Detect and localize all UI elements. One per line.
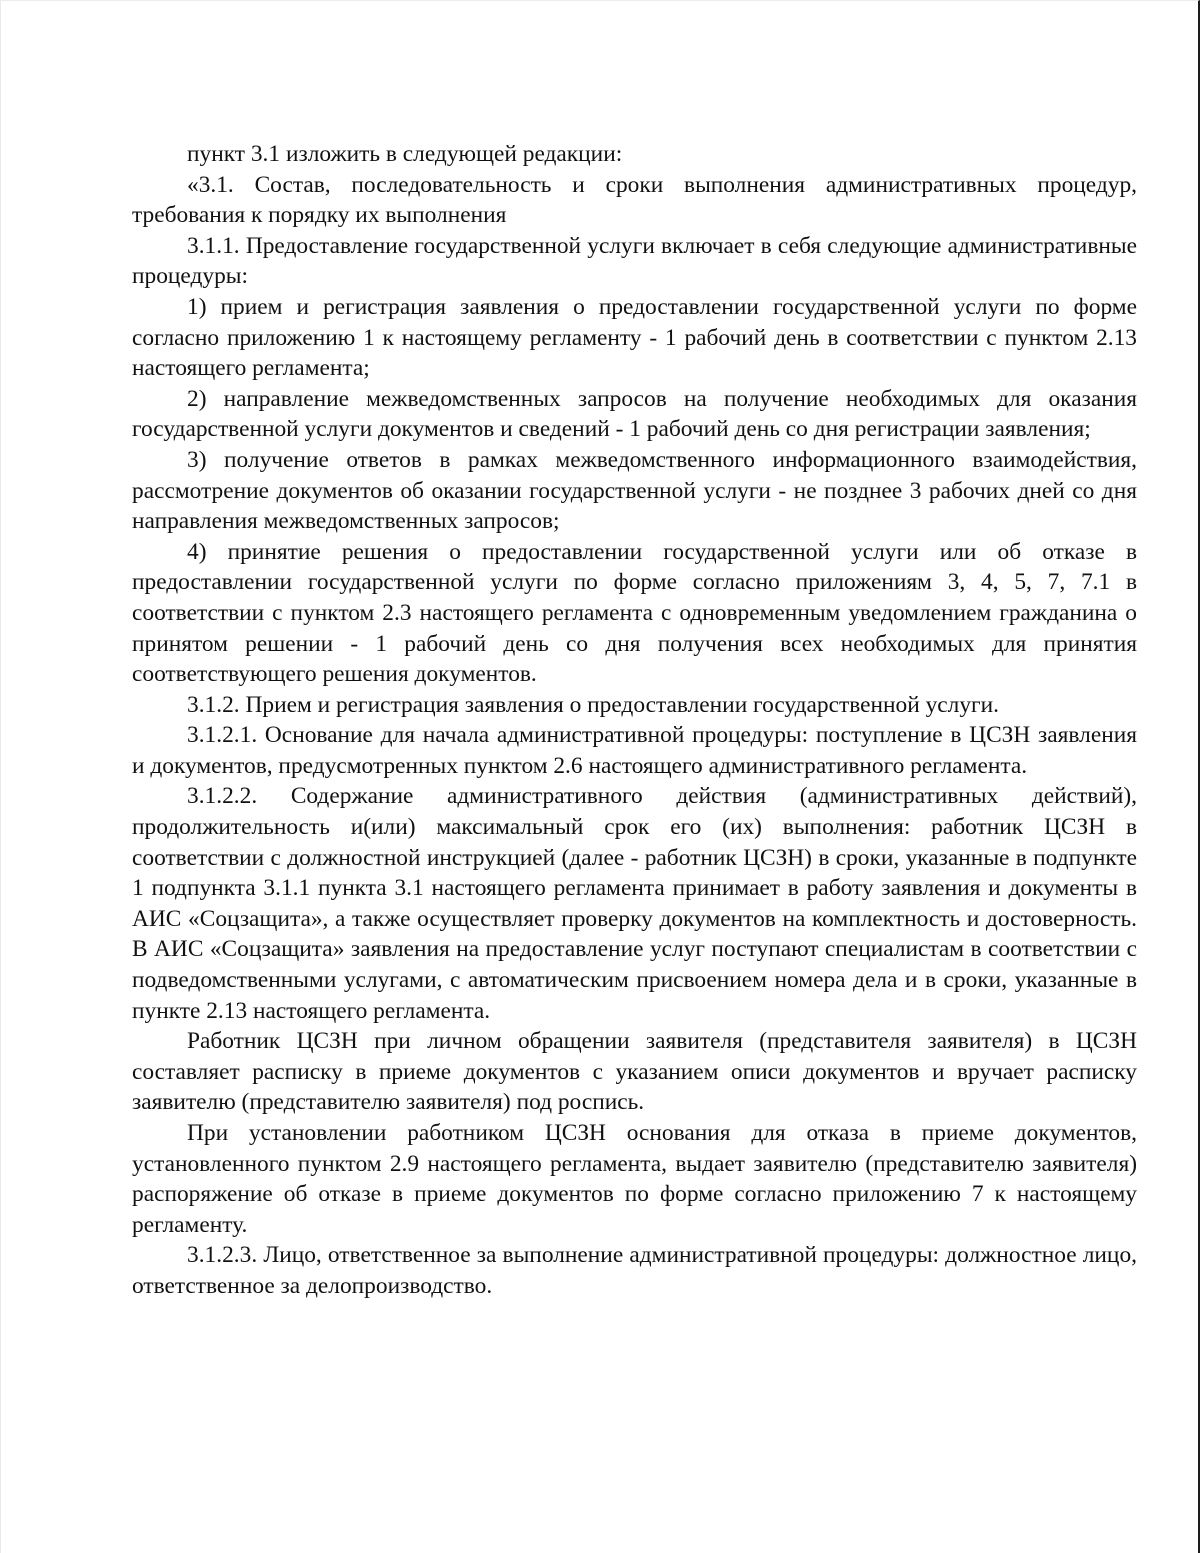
paragraph-3-1-2-1: 3.1.2.1. Основание для начала административной процедуры: поступление в ЦСЗН заявления и документов, предусмотренных пунктом 2.6 настоящего административного регламента. [132, 722, 1137, 779]
paragraph-3-1: «3.1. Состав, последовательность и сроки выполнения административных процедур, требования к порядку их выполнения [132, 171, 1137, 229]
paragraph-item-1: 1) прием и регистрация заявления о предоставлении государственной услуги по форме согласно приложению 1 к настоящему регламенту - 1 рабочий день в соответствии с пунктом 2.13 настоящего регламента; [132, 293, 1137, 382]
paragraph-item-2: 2) направление межведомственных запросов на получение необходимых для оказания государственной услуги документов и сведений - 1 рабочий день со дня регистрации заявления; [132, 385, 1137, 443]
paragraph-item-3: 3) получение ответов в рамках межведомственного информационного взаимодействия, рассмотрение документов об оказании государственной услуги - не позднее 3 рабочих дней со дня направления межведомственных запросов; [132, 446, 1137, 535]
paragraph-3-1-2-2: 3.1.2.2. Содержание административного действия (административных действий), продолжительность и(или) максимальный срок его (их) выполнения: работник ЦСЗН в соответствии с должностной инструкцией (далее - работник ЦСЗН) в сроки, указанные в подпункте 1 подпункта 3.1.1 пункта 3.1 настоящего регламента принимает в работу заявления и документы в АИС «Соцзащита», а также осуществляет проверку документов на комплектность и достоверность. В АИС «Соцзащита» заявления на предоставление услуг поступают специалистам в соответствии с подведомственными услугами, с автоматическим присвоением номера дела и в сроки, указанные в пункте 2.13 настоящего регламента. [132, 783, 1137, 1024]
paragraph-intro: пункт 3.1 изложить в следующей редакции: [187, 141, 623, 167]
paragraph-refusal: При установлении работником ЦСЗН основания для отказа в приеме документов, установленного пунктом 2.9 настоящего регламента, выдает заявителю (представителю заявителя) распоряжение об отказе в приеме документов по форме согласно приложению 7 к настоящему регламенту. [132, 1120, 1137, 1238]
paragraph-3-1-2-3: 3.1.2.3. Лицо, ответственное за выполнение административной процедуры: должностное лицо, ответственное за делопроизводство. [132, 1242, 1137, 1299]
paragraph-receipt: Работник ЦСЗН при личном обращении заявителя (представителя заявителя) в ЦСЗН составляет расписку в приеме документов с указанием описи документов и вручает расписку заявителю (представителю заявителя) под роспись. [132, 1028, 1137, 1116]
paragraph-item-4: 4) принятие решения о предоставлении государственной услуги или об отказе в предоставлении государственной услуги по форме согласно приложениям 3, 4, 5, 7, 7.1 в соответствии с пунктом 2.3 настоящего регламента с одновременным уведомлением гражданина о принятом решении - 1 рабочий день со дня получения всех необходимых для принятия соответствующего решения документов. [132, 538, 1137, 688]
paragraph-3-1-1: 3.1.1. Предоставление государственной услуги включает в себя следующие административные процедуры: [132, 232, 1137, 290]
document-body [132, 139, 1137, 1302]
paragraph-3-1-2: 3.1.2. Прием и регистрация заявления о предоставлении государственной услуги. [187, 691, 1000, 718]
